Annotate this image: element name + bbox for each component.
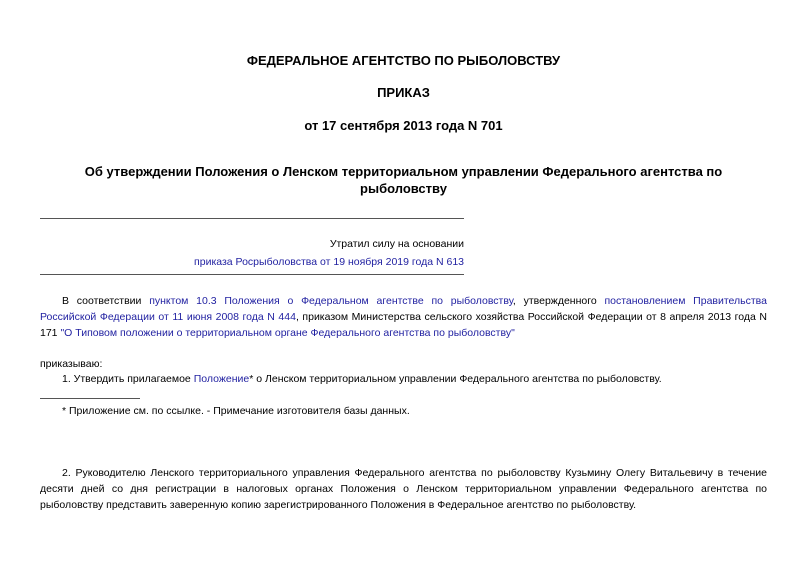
agency-heading: ФЕДЕРАЛЬНОЕ АГЕНТСТВО ПО РЫБОЛОВСТВУ xyxy=(246,53,561,68)
regulation-point-link[interactable]: пунктом 10.3 Положения о Федеральном агентстве по рыболовству xyxy=(149,295,513,307)
government-resolution-link[interactable]: постановлением Правительства Российской Федерации от 11 июня 2008 года N 444 xyxy=(40,295,767,323)
document-type: ПРИКАЗ xyxy=(377,85,430,100)
footnote-divider xyxy=(40,398,140,399)
item-1: 1. Утвердить прилагаемое Положение* о Ленском территориальном управлении Федерального агентства по рыболовству. xyxy=(62,373,662,385)
divider-top xyxy=(40,218,464,219)
typical-regulation-link[interactable]: "О Типовом положении о территориальном органе Федерального агентства по рыболовству" xyxy=(60,327,515,339)
preamble-paragraph: В соответствии пунктом 10.3 Положения о Федеральном агентстве по рыболовству, утвержденного постановлением Правительства Российской Федерации от 11 июня 2008 года N 444, приказом Министерства сельского хозяйства Российской Федерации от 8 апреля 2013 года N 171 "О Типовом положении о территориальном органе Федерального агентства по рыболовству" xyxy=(40,295,767,339)
preamble-text: В соответствии xyxy=(62,295,150,307)
repeal-order-link[interactable]: приказа Росрыболовства от 19 ноября 2019 года N 613 xyxy=(194,256,464,268)
order-word: приказываю: xyxy=(40,358,103,370)
divider-bottom xyxy=(40,274,464,275)
footnote: * Приложение см. по ссылке. - Примечание изготовителя базы данных. xyxy=(62,405,410,417)
repeal-note-text: Утратил силу на основании xyxy=(329,238,464,250)
repeal-note xyxy=(40,235,464,271)
document-date-number: от 17 сентября 2013 года N 701 xyxy=(304,118,503,133)
regulation-link[interactable]: Положение xyxy=(193,373,250,385)
document-title: Об утверждении Положения о Ленском территориальном управлении Федерального агентства по рыболовству xyxy=(84,164,723,196)
item-2: 2. Руководителю Ленского территориального управления Федерального агентства по рыболовству Кузьмину Олегу Витальевичу в течение десяти дней со дня регистрации в налоговых органах Положения о Ленском территориальном управлении Федерального агентства по рыболовству представить заверенную копию зарегистрированного Положения в Федеральное агентство по рыболовству. xyxy=(40,467,767,511)
